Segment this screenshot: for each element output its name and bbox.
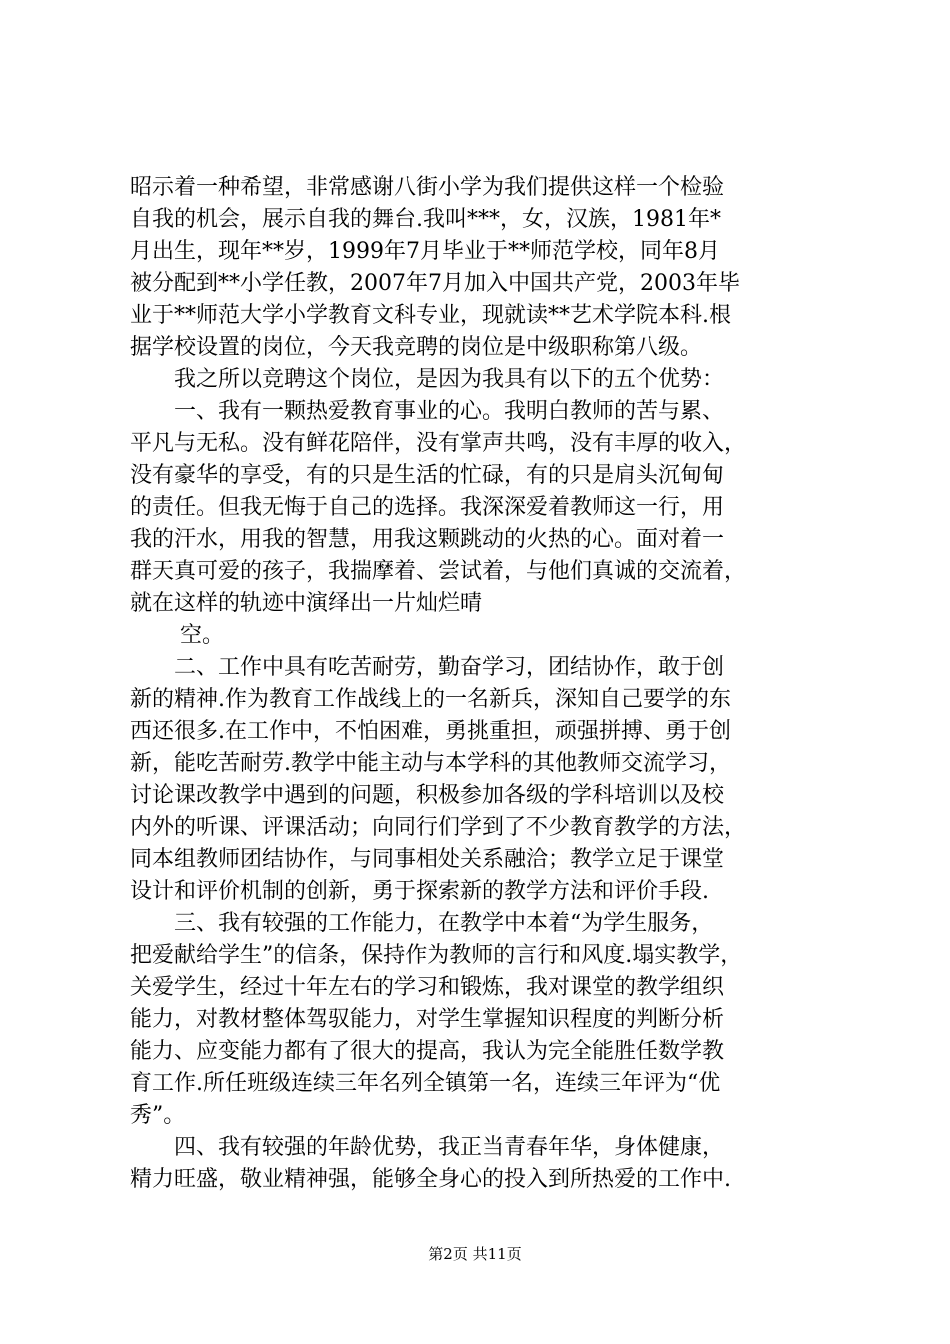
text-line: 能力、应变能力都有了很大的提高，我认为完全能胜任数学教 <box>130 1039 725 1064</box>
text-line: 业于**师范大学小学教育文科专业，现就读**艺术学院本科.根 <box>130 303 731 328</box>
text-line: 四、我有较强的年龄优势，我正当青春年华，身体健康， <box>174 1135 725 1160</box>
text-line: 关爱学生，经过十年左右的学习和锻炼，我对课堂的教学组织 <box>130 975 725 1000</box>
text-line: 三、我有较强的工作能力，在教学中本着“为学生服务， <box>174 911 714 936</box>
text-line: 昭示着一种希望，非常感谢八街小学为我们提供这样一个检验 <box>130 175 725 200</box>
text-line: 就在这样的轨迹中演绎出一片灿烂晴 <box>130 591 483 616</box>
text-line: 能力，对教材整体驾驭能力，对学生掌握知识程度的判断分析 <box>130 1007 725 1032</box>
text-line: 被分配到**小学任教，2007年7月加入中国共产党，2003年毕 <box>130 271 740 296</box>
page-number-footer: 第2页 共11页 <box>428 1245 522 1263</box>
text-line: 我之所以竞聘这个岗位，是因为我具有以下的五个优势： <box>174 367 725 392</box>
text-line: 自我的机会，展示自我的舞台.我叫***，女，汉族，1981年* <box>130 207 721 232</box>
text-line: 西还很多.在工作中，不怕困难，勇挑重担，顽强拼搏、勇于创 <box>130 719 731 744</box>
text-line: 精力旺盛，敬业精神强，能够全身心的投入到所热爱的工作中. <box>130 1167 731 1192</box>
text-line: 同本组教师团结协作，与同事相处关系融洽；教学立足于课堂 <box>130 847 725 872</box>
text-line: 育工作.所任班级连续三年名列全镇第一名，连续三年评为“优 <box>130 1071 721 1096</box>
text-line: 我的汗水，用我的智慧，用我这颗跳动的火热的心。面对着一 <box>130 527 725 552</box>
text-line: 没有豪华的享受，有的只是生活的忙碌，有的只是肩头沉甸甸 <box>130 463 725 488</box>
text-line: 新，能吃苦耐劳.教学中能主动与本学科的其他教师交流学习， <box>130 751 731 776</box>
text-line: 空。 <box>180 623 225 648</box>
text-line: 二、工作中具有吃苦耐劳，勤奋学习，团结协作，敢于创 <box>174 655 725 680</box>
text-line: 把爱献给学生”的信条，保持作为教师的言行和风度.塌实教学， <box>130 943 743 968</box>
text-line: 据学校设置的岗位，今天我竞聘的岗位是中级职称第八级。 <box>130 335 703 360</box>
text-line: 平凡与无私。没有鲜花陪伴，没有掌声共鸣，没有丰厚的收入， <box>130 431 747 456</box>
text-line: 一、我有一颗热爱教育事业的心。我明白教师的苦与累、 <box>174 399 725 424</box>
text-line: 新的精神.作为教育工作战线上的一名新兵，深知自己要学的东 <box>130 687 731 712</box>
text-line: 秀”。 <box>130 1103 186 1128</box>
text-line: 的责任。但我无悔于自己的选择。我深深爱着教师这一行，用 <box>130 495 725 520</box>
text-line: 讨论课改教学中遇到的问题，积极参加各级的学科培训以及校 <box>130 783 725 808</box>
text-line: 群天真可爱的孩子，我揣摩着、尝试着，与他们真诚的交流着， <box>130 559 747 584</box>
text-line: 内外的听课、评课活动；向同行们学到了不少教育教学的方法， <box>130 815 747 840</box>
text-line: 月出生，现年**岁，1999年7月毕业于**师范学校，同年8月 <box>130 239 720 264</box>
text-line: 设计和评价机制的创新，勇于探索新的教学方法和评价手段. <box>130 879 709 904</box>
